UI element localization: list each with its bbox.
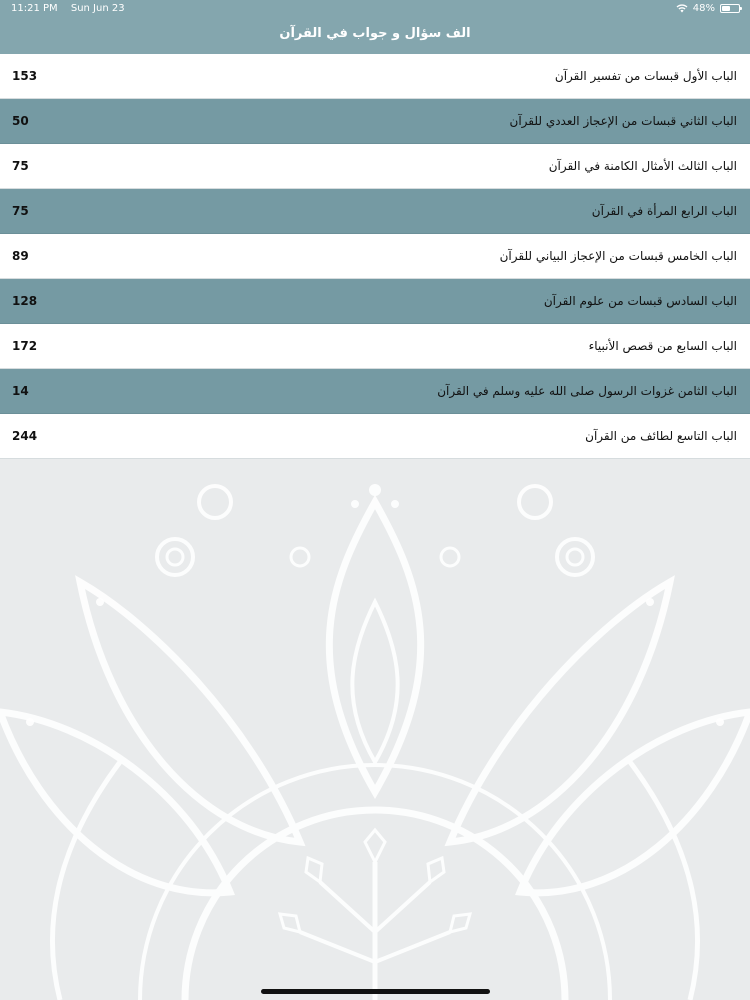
- chapter-title: الباب الثامن غزوات الرسول صلى الله عليه وسلم في القرآن: [437, 384, 737, 398]
- chapter-row[interactable]: [0, 279, 750, 324]
- chapter-count: 50: [12, 114, 29, 128]
- chapter-title: الباب السادس قبسات من علوم القرآن: [543, 294, 737, 308]
- chapter-count: 14: [12, 384, 29, 398]
- chapter-count: 153: [12, 69, 38, 83]
- navigation-bar: [0, 18, 750, 54]
- chapter-row[interactable]: [0, 234, 750, 279]
- chapter-title: الباب السابع من قصص الأنبياء: [588, 339, 737, 353]
- chapter-count: 244: [12, 429, 38, 443]
- wifi-icon: [676, 4, 688, 13]
- chapter-row[interactable]: [0, 54, 750, 99]
- status-left: [11, 3, 135, 14]
- chapter-count: 172: [12, 339, 38, 353]
- battery-percent: 48%: [692, 3, 715, 14]
- chapter-title: الباب الرابع المرأة في القرآن: [591, 204, 737, 218]
- page-title: الف سؤال و جواب في القرآن: [279, 26, 471, 41]
- battery-fill: [722, 6, 730, 11]
- chapter-row[interactable]: [0, 144, 750, 189]
- chapter-title: الباب الخامس قبسات من الإعجاز البياني للقرآن: [499, 249, 737, 263]
- chapter-row[interactable]: [0, 99, 750, 144]
- chapter-count: 128: [12, 294, 38, 308]
- status-bar: [0, 0, 750, 18]
- home-indicator[interactable]: [261, 989, 490, 994]
- battery-icon: [720, 4, 740, 13]
- chapter-count: 75: [12, 159, 29, 173]
- chapter-list: [0, 54, 750, 459]
- chapter-title: الباب الثاني قبسات من الإعجاز العددي للقرآن: [509, 114, 737, 128]
- mandala-background: [0, 462, 750, 1000]
- status-right: [676, 3, 740, 14]
- chapter-row[interactable]: [0, 414, 750, 459]
- chapter-title: الباب التاسع لطائف من القرآن: [585, 429, 737, 443]
- chapter-count: 75: [12, 204, 29, 218]
- chapter-count: 89: [12, 249, 29, 263]
- chapter-title: الباب الثالث الأمثال الكامنة في القرآن: [548, 159, 737, 173]
- status-time: 11:21 PM: [11, 3, 58, 14]
- chapter-row[interactable]: [0, 369, 750, 414]
- status-date: Sun Jun 23: [70, 3, 125, 14]
- chapter-title: الباب الأول قبسات من تفسير القرآن: [554, 69, 737, 83]
- chapter-row[interactable]: [0, 324, 750, 369]
- chapter-row[interactable]: [0, 189, 750, 234]
